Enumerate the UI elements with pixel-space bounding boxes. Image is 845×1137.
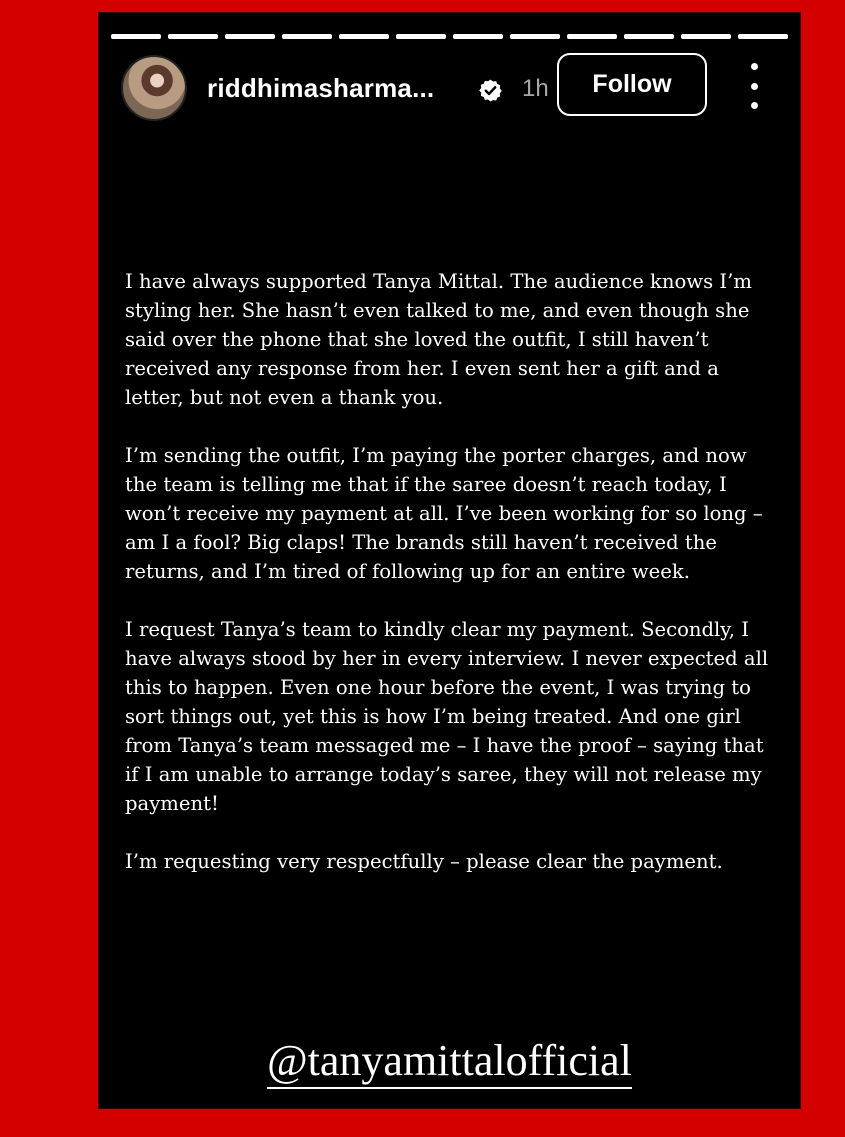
progress-segment: [282, 34, 332, 39]
progress-segment: [681, 34, 731, 39]
progress-segment: [168, 34, 218, 39]
paragraph: I’m requesting very respectfully – please clear the payment.: [125, 850, 723, 873]
story-progress-bar: [111, 34, 788, 39]
progress-segment: [111, 34, 161, 39]
verified-badge-icon: [478, 78, 503, 103]
progress-segment: [339, 34, 389, 39]
story-header: [121, 53, 791, 123]
mention-text[interactable]: @tanyamittalofficial: [267, 1036, 632, 1089]
progress-segment: [510, 34, 560, 39]
progress-segment: [453, 34, 503, 39]
follow-button[interactable]: Follow: [557, 53, 707, 116]
more-options-icon[interactable]: [741, 63, 767, 109]
dot: [751, 83, 758, 90]
avatar[interactable]: [121, 55, 187, 121]
username[interactable]: riddhimasharma...: [207, 73, 435, 103]
post-time: 1h: [522, 75, 549, 102]
progress-segment: [738, 34, 788, 39]
progress-segment: [225, 34, 275, 39]
paragraph: I’m sending the outfit, I’m paying the porter charges, and now the team is telling me that if the saree doesn’t reach today, I won’t receive my payment at all. I’ve been working for so long – am I a fool? Big claps! The brands still haven’t received the returns, and I’m tired of following up for an entire week.: [125, 444, 763, 583]
mention-sticker[interactable]: [99, 1033, 800, 1089]
progress-segment: [396, 34, 446, 39]
dot: [751, 63, 758, 70]
paragraph: I request Tanya’s team to kindly clear my payment. Secondly, I have always stood by her in every interview. I never expected all this to happen. Even one hour before the event, I was trying to sort things out, yet this is how I’m being treated. And one girl from Tanya’s team messaged me – I have the proof – saying that if I am unable to arrange today’s saree, they will not release my payment!: [125, 618, 769, 815]
paragraph: I have always supported Tanya Mittal. The audience knows I’m styling her. She hasn’t even talked to me, and even though she said over the phone that she loved the outfit, I still haven’t received any response from her. I even sent her a gift and a letter, but not even a thank you.: [125, 270, 752, 409]
progress-segment: [567, 34, 617, 39]
story-text: [125, 267, 775, 905]
progress-segment: [624, 34, 674, 39]
story-viewer: [98, 12, 801, 1109]
dot: [751, 102, 758, 109]
